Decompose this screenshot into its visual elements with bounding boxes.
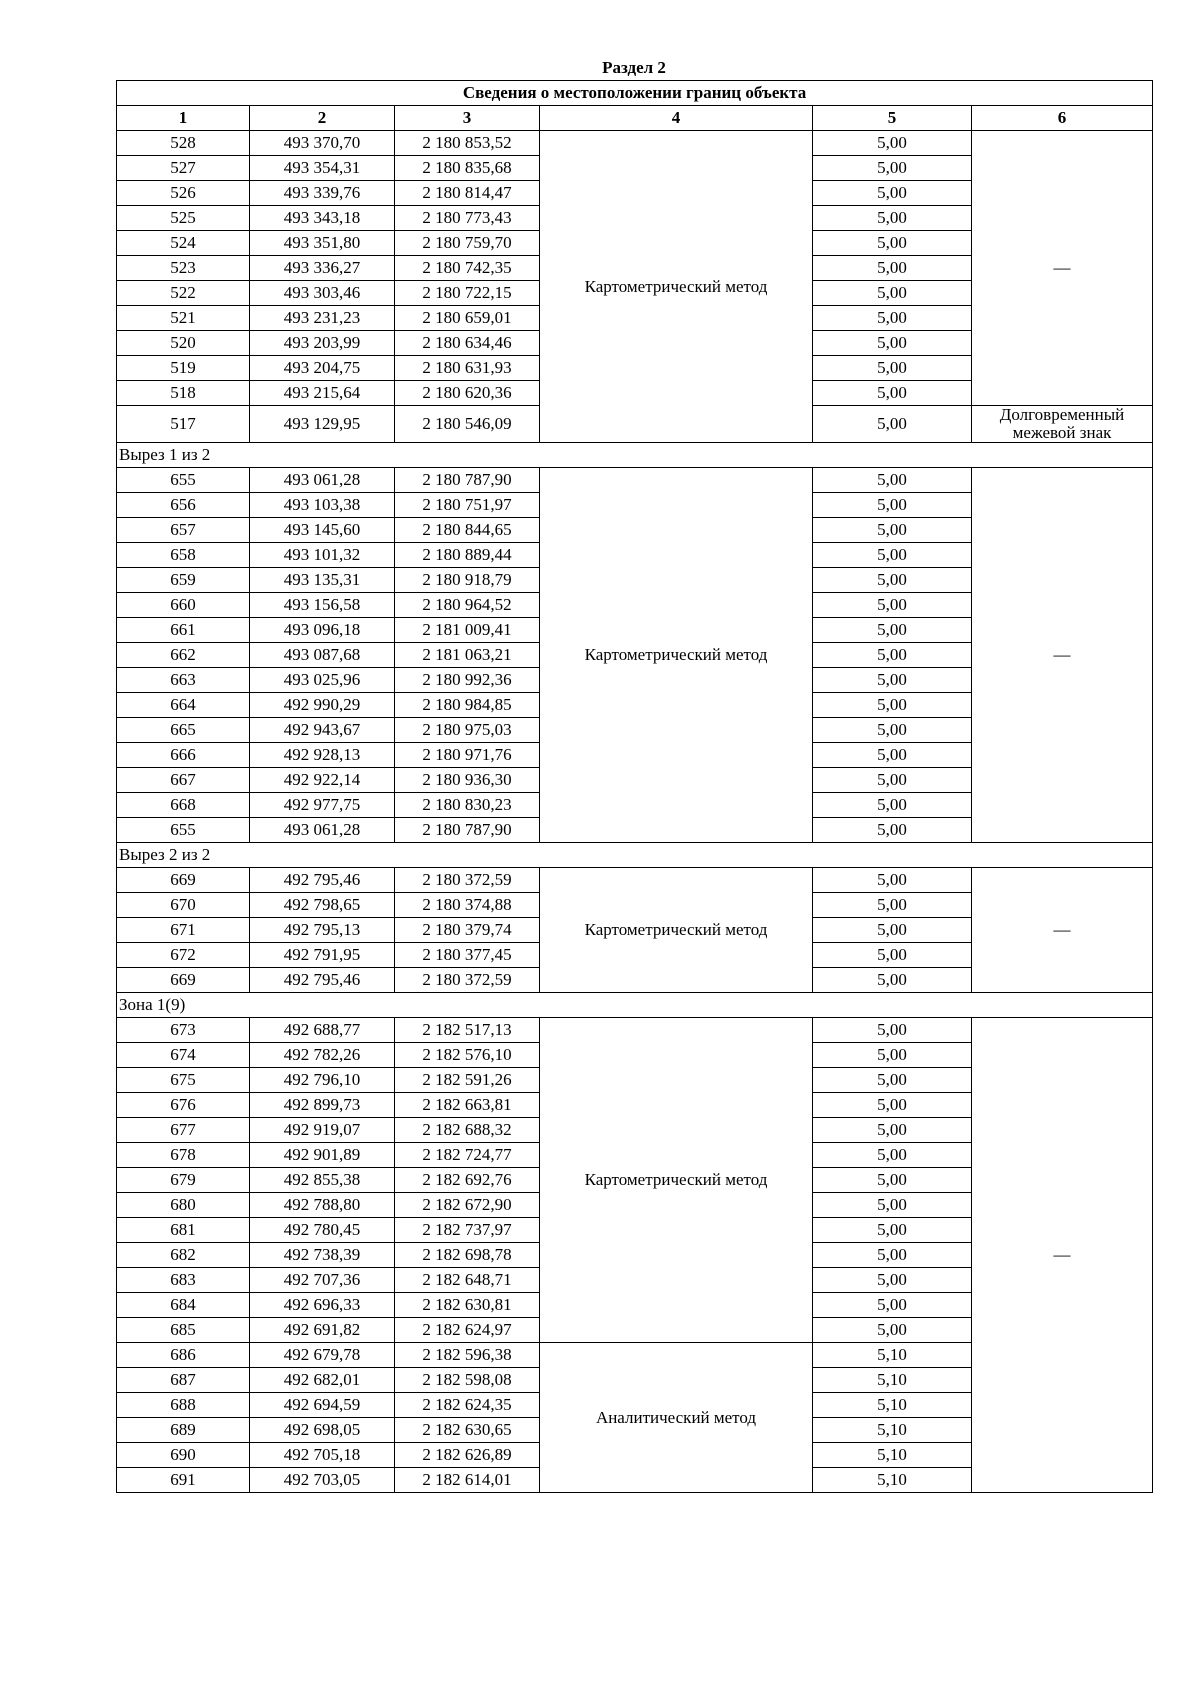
point-number-cell: 671 [117, 918, 250, 943]
y-coordinate-cell: 2 180 964,52 [395, 593, 540, 618]
accuracy-cell: 5,00 [813, 818, 972, 843]
y-coordinate-cell: 2 182 624,97 [395, 1318, 540, 1343]
y-coordinate-cell: 2 182 724,77 [395, 1143, 540, 1168]
y-coordinate-cell: 2 180 374,88 [395, 893, 540, 918]
point-number-cell: 661 [117, 618, 250, 643]
x-coordinate-cell: 492 694,59 [250, 1393, 395, 1418]
y-coordinate-cell: 2 182 688,32 [395, 1118, 540, 1143]
point-number-cell: 685 [117, 1318, 250, 1343]
y-coordinate-cell: 2 182 630,81 [395, 1293, 540, 1318]
point-number-cell: 656 [117, 493, 250, 518]
y-coordinate-cell: 2 182 737,97 [395, 1218, 540, 1243]
point-number-cell: 672 [117, 943, 250, 968]
y-coordinate-cell: 2 180 742,35 [395, 256, 540, 281]
x-coordinate-cell: 492 703,05 [250, 1468, 395, 1493]
x-coordinate-cell: 492 705,18 [250, 1443, 395, 1468]
table-row [117, 1018, 1153, 1043]
x-coordinate-cell: 493 025,96 [250, 668, 395, 693]
point-number-cell: 681 [117, 1218, 250, 1243]
accuracy-cell: 5,00 [813, 381, 972, 406]
point-number-cell: 517 [117, 406, 250, 443]
x-coordinate-cell: 493 061,28 [250, 818, 395, 843]
page-title: Раздел 2 [602, 58, 666, 77]
y-coordinate-cell: 2 180 659,01 [395, 306, 540, 331]
accuracy-cell: 5,00 [813, 693, 972, 718]
x-coordinate-cell: 492 780,45 [250, 1218, 395, 1243]
point-number-cell: 655 [117, 468, 250, 493]
y-coordinate-cell: 2 180 853,52 [395, 131, 540, 156]
accuracy-cell: 5,00 [813, 618, 972, 643]
accuracy-cell: 5,00 [813, 1218, 972, 1243]
accuracy-cell: 5,00 [813, 131, 972, 156]
y-coordinate-cell: 2 180 773,43 [395, 206, 540, 231]
point-number-cell: 690 [117, 1443, 250, 1468]
y-coordinate-cell: 2 180 372,59 [395, 968, 540, 993]
section-label: Вырез 1 из 2 [117, 443, 1153, 468]
accuracy-cell: 5,00 [813, 1268, 972, 1293]
x-coordinate-cell: 493 203,99 [250, 331, 395, 356]
y-coordinate-cell: 2 180 379,74 [395, 918, 540, 943]
x-coordinate-cell: 493 204,75 [250, 356, 395, 381]
point-number-cell: 688 [117, 1393, 250, 1418]
table-row [117, 468, 1153, 493]
point-number-cell: 662 [117, 643, 250, 668]
x-coordinate-cell: 493 370,70 [250, 131, 395, 156]
y-coordinate-cell: 2 182 692,76 [395, 1168, 540, 1193]
point-number-cell: 680 [117, 1193, 250, 1218]
x-coordinate-cell: 492 688,77 [250, 1018, 395, 1043]
x-coordinate-cell: 493 145,60 [250, 518, 395, 543]
section-label-row [117, 443, 1153, 468]
method-cell: Аналитический метод [540, 1343, 813, 1493]
point-number-cell: 683 [117, 1268, 250, 1293]
point-number-cell: 666 [117, 743, 250, 768]
point-number-cell: 523 [117, 256, 250, 281]
x-coordinate-cell: 492 691,82 [250, 1318, 395, 1343]
point-number-cell: 524 [117, 231, 250, 256]
y-coordinate-cell: 2 182 663,81 [395, 1093, 540, 1118]
x-coordinate-cell: 492 899,73 [250, 1093, 395, 1118]
y-coordinate-cell: 2 180 889,44 [395, 543, 540, 568]
point-number-cell: 673 [117, 1018, 250, 1043]
accuracy-cell: 5,00 [813, 718, 972, 743]
point-number-cell: 677 [117, 1118, 250, 1143]
y-coordinate-cell: 2 182 630,65 [395, 1418, 540, 1443]
point-number-cell: 682 [117, 1243, 250, 1268]
x-coordinate-cell: 492 788,80 [250, 1193, 395, 1218]
x-coordinate-cell: 492 791,95 [250, 943, 395, 968]
point-number-cell: 689 [117, 1418, 250, 1443]
point-number-cell: 676 [117, 1093, 250, 1118]
point-number-cell: 519 [117, 356, 250, 381]
accuracy-cell: 5,00 [813, 1093, 972, 1118]
accuracy-cell: 5,00 [813, 768, 972, 793]
accuracy-cell: 5,00 [813, 668, 972, 693]
note-cell: — [972, 1018, 1153, 1493]
point-number-cell: 658 [117, 543, 250, 568]
x-coordinate-cell: 493 303,46 [250, 281, 395, 306]
accuracy-cell: 5,00 [813, 893, 972, 918]
x-coordinate-cell: 492 901,89 [250, 1143, 395, 1168]
x-coordinate-cell: 492 990,29 [250, 693, 395, 718]
accuracy-cell: 5,00 [813, 793, 972, 818]
y-coordinate-cell: 2 180 759,70 [395, 231, 540, 256]
x-coordinate-cell: 493 129,95 [250, 406, 395, 443]
accuracy-cell: 5,00 [813, 568, 972, 593]
note-cell: — [972, 868, 1153, 993]
x-coordinate-cell: 493 101,32 [250, 543, 395, 568]
y-coordinate-cell: 2 180 620,36 [395, 381, 540, 406]
y-coordinate-cell: 2 180 546,09 [395, 406, 540, 443]
column-header-6: 6 [972, 106, 1153, 131]
column-header-2: 2 [250, 106, 395, 131]
y-coordinate-cell: 2 180 787,90 [395, 468, 540, 493]
x-coordinate-cell: 492 696,33 [250, 1293, 395, 1318]
accuracy-cell: 5,00 [813, 968, 972, 993]
accuracy-cell: 5,00 [813, 1168, 972, 1193]
y-coordinate-cell: 2 180 631,93 [395, 356, 540, 381]
y-coordinate-cell: 2 180 787,90 [395, 818, 540, 843]
point-number-cell: 522 [117, 281, 250, 306]
x-coordinate-cell: 493 351,80 [250, 231, 395, 256]
method-cell: Картометрический метод [540, 868, 813, 993]
x-coordinate-cell: 493 087,68 [250, 643, 395, 668]
accuracy-cell: 5,10 [813, 1368, 972, 1393]
accuracy-cell: 5,00 [813, 1293, 972, 1318]
point-number-cell: 679 [117, 1168, 250, 1193]
accuracy-cell: 5,00 [813, 1193, 972, 1218]
x-coordinate-cell: 492 922,14 [250, 768, 395, 793]
accuracy-cell: 5,10 [813, 1468, 972, 1493]
point-number-cell: 670 [117, 893, 250, 918]
section-label-row [117, 843, 1153, 868]
y-coordinate-cell: 2 180 975,03 [395, 718, 540, 743]
y-coordinate-cell: 2 180 918,79 [395, 568, 540, 593]
point-number-cell: 691 [117, 1468, 250, 1493]
x-coordinate-cell: 492 782,26 [250, 1043, 395, 1068]
point-number-cell: 669 [117, 868, 250, 893]
y-coordinate-cell: 2 182 672,90 [395, 1193, 540, 1218]
section-label-row [117, 993, 1153, 1018]
x-coordinate-cell: 493 336,27 [250, 256, 395, 281]
x-coordinate-cell: 493 215,64 [250, 381, 395, 406]
x-coordinate-cell: 493 135,31 [250, 568, 395, 593]
accuracy-cell: 5,10 [813, 1393, 972, 1418]
accuracy-cell: 5,00 [813, 518, 972, 543]
x-coordinate-cell: 492 795,46 [250, 868, 395, 893]
accuracy-cell: 5,00 [813, 743, 972, 768]
x-coordinate-cell: 493 156,58 [250, 593, 395, 618]
accuracy-cell: 5,10 [813, 1418, 972, 1443]
y-coordinate-cell: 2 180 814,47 [395, 181, 540, 206]
accuracy-cell: 5,00 [813, 943, 972, 968]
point-number-cell: 684 [117, 1293, 250, 1318]
x-coordinate-cell: 493 231,23 [250, 306, 395, 331]
y-coordinate-cell: 2 180 835,68 [395, 156, 540, 181]
y-coordinate-cell: 2 180 372,59 [395, 868, 540, 893]
x-coordinate-cell: 492 679,78 [250, 1343, 395, 1368]
y-coordinate-cell: 2 181 009,41 [395, 618, 540, 643]
x-coordinate-cell: 492 795,46 [250, 968, 395, 993]
y-coordinate-cell: 2 182 698,78 [395, 1243, 540, 1268]
accuracy-cell: 5,00 [813, 868, 972, 893]
point-number-cell: 686 [117, 1343, 250, 1368]
y-coordinate-cell: 2 180 971,76 [395, 743, 540, 768]
x-coordinate-cell: 492 738,39 [250, 1243, 395, 1268]
point-number-cell: 665 [117, 718, 250, 743]
point-number-cell: 659 [117, 568, 250, 593]
accuracy-cell: 5,00 [813, 1243, 972, 1268]
method-cell: Картометрический метод [540, 468, 813, 843]
y-coordinate-cell: 2 180 830,23 [395, 793, 540, 818]
note-cell: — [972, 468, 1153, 843]
y-coordinate-cell: 2 182 648,71 [395, 1268, 540, 1293]
point-number-cell: 527 [117, 156, 250, 181]
y-coordinate-cell: 2 182 596,38 [395, 1343, 540, 1368]
point-number-cell: 678 [117, 1143, 250, 1168]
accuracy-cell: 5,00 [813, 331, 972, 356]
accuracy-cell: 5,00 [813, 206, 972, 231]
point-number-cell: 521 [117, 306, 250, 331]
note-cell: — [972, 131, 1153, 406]
table-header-row [117, 106, 1153, 131]
table-caption-row [117, 81, 1153, 106]
accuracy-cell: 5,00 [813, 406, 972, 443]
x-coordinate-cell: 492 855,38 [250, 1168, 395, 1193]
x-coordinate-cell: 492 943,67 [250, 718, 395, 743]
table-caption: Сведения о местоположении границ объекта [117, 81, 1153, 106]
y-coordinate-cell: 2 180 722,15 [395, 281, 540, 306]
accuracy-cell: 5,00 [813, 1043, 972, 1068]
y-coordinate-cell: 2 180 992,36 [395, 668, 540, 693]
x-coordinate-cell: 493 096,18 [250, 618, 395, 643]
accuracy-cell: 5,00 [813, 1318, 972, 1343]
point-number-cell: 675 [117, 1068, 250, 1093]
x-coordinate-cell: 492 795,13 [250, 918, 395, 943]
accuracy-cell: 5,00 [813, 468, 972, 493]
accuracy-cell: 5,00 [813, 543, 972, 568]
accuracy-cell: 5,00 [813, 156, 972, 181]
method-cell: Картометрический метод [540, 1018, 813, 1343]
y-coordinate-cell: 2 182 517,13 [395, 1018, 540, 1043]
x-coordinate-cell: 492 798,65 [250, 893, 395, 918]
accuracy-cell: 5,00 [813, 918, 972, 943]
y-coordinate-cell: 2 182 624,35 [395, 1393, 540, 1418]
coordinates-table-body [117, 81, 1153, 1493]
x-coordinate-cell: 492 919,07 [250, 1118, 395, 1143]
x-coordinate-cell: 493 354,31 [250, 156, 395, 181]
accuracy-cell: 5,00 [813, 493, 972, 518]
y-coordinate-cell: 2 182 598,08 [395, 1368, 540, 1393]
column-header-3: 3 [395, 106, 540, 131]
point-number-cell: 667 [117, 768, 250, 793]
y-coordinate-cell: 2 182 576,10 [395, 1043, 540, 1068]
x-coordinate-cell: 492 928,13 [250, 743, 395, 768]
point-number-cell: 674 [117, 1043, 250, 1068]
point-number-cell: 526 [117, 181, 250, 206]
x-coordinate-cell: 493 343,18 [250, 206, 395, 231]
y-coordinate-cell: 2 180 751,97 [395, 493, 540, 518]
y-coordinate-cell: 2 180 936,30 [395, 768, 540, 793]
accuracy-cell: 5,00 [813, 1118, 972, 1143]
x-coordinate-cell: 493 103,38 [250, 493, 395, 518]
accuracy-cell: 5,00 [813, 356, 972, 381]
point-number-cell: 663 [117, 668, 250, 693]
accuracy-cell: 5,10 [813, 1443, 972, 1468]
column-header-1: 1 [117, 106, 250, 131]
y-coordinate-cell: 2 182 591,26 [395, 1068, 540, 1093]
y-coordinate-cell: 2 180 377,45 [395, 943, 540, 968]
x-coordinate-cell: 492 707,36 [250, 1268, 395, 1293]
point-number-cell: 528 [117, 131, 250, 156]
method-cell: Картометрический метод [540, 131, 813, 443]
accuracy-cell: 5,00 [813, 306, 972, 331]
point-number-cell: 687 [117, 1368, 250, 1393]
accuracy-cell: 5,00 [813, 1068, 972, 1093]
point-number-cell: 664 [117, 693, 250, 718]
y-coordinate-cell: 2 181 063,21 [395, 643, 540, 668]
note-cell: Долговременный межевой знак [972, 406, 1153, 443]
section-label: Вырез 2 из 2 [117, 843, 1153, 868]
point-number-cell: 525 [117, 206, 250, 231]
table-row [117, 131, 1153, 156]
y-coordinate-cell: 2 182 626,89 [395, 1443, 540, 1468]
accuracy-cell: 5,00 [813, 643, 972, 668]
point-number-cell: 520 [117, 331, 250, 356]
point-number-cell: 668 [117, 793, 250, 818]
table-row [117, 868, 1153, 893]
column-header-5: 5 [813, 106, 972, 131]
accuracy-cell: 5,10 [813, 1343, 972, 1368]
y-coordinate-cell: 2 180 634,46 [395, 331, 540, 356]
y-coordinate-cell: 2 182 614,01 [395, 1468, 540, 1493]
accuracy-cell: 5,00 [813, 1143, 972, 1168]
x-coordinate-cell: 492 977,75 [250, 793, 395, 818]
section-label: Зона 1(9) [117, 993, 1153, 1018]
accuracy-cell: 5,00 [813, 181, 972, 206]
accuracy-cell: 5,00 [813, 231, 972, 256]
y-coordinate-cell: 2 180 984,85 [395, 693, 540, 718]
x-coordinate-cell: 493 061,28 [250, 468, 395, 493]
point-number-cell: 518 [117, 381, 250, 406]
x-coordinate-cell: 492 698,05 [250, 1418, 395, 1443]
accuracy-cell: 5,00 [813, 1018, 972, 1043]
point-number-cell: 655 [117, 818, 250, 843]
y-coordinate-cell: 2 180 844,65 [395, 518, 540, 543]
accuracy-cell: 5,00 [813, 593, 972, 618]
point-number-cell: 669 [117, 968, 250, 993]
coordinates-table [116, 80, 1153, 1493]
accuracy-cell: 5,00 [813, 256, 972, 281]
accuracy-cell: 5,00 [813, 281, 972, 306]
x-coordinate-cell: 493 339,76 [250, 181, 395, 206]
x-coordinate-cell: 492 796,10 [250, 1068, 395, 1093]
point-number-cell: 657 [117, 518, 250, 543]
point-number-cell: 660 [117, 593, 250, 618]
x-coordinate-cell: 492 682,01 [250, 1368, 395, 1393]
column-header-4: 4 [540, 106, 813, 131]
